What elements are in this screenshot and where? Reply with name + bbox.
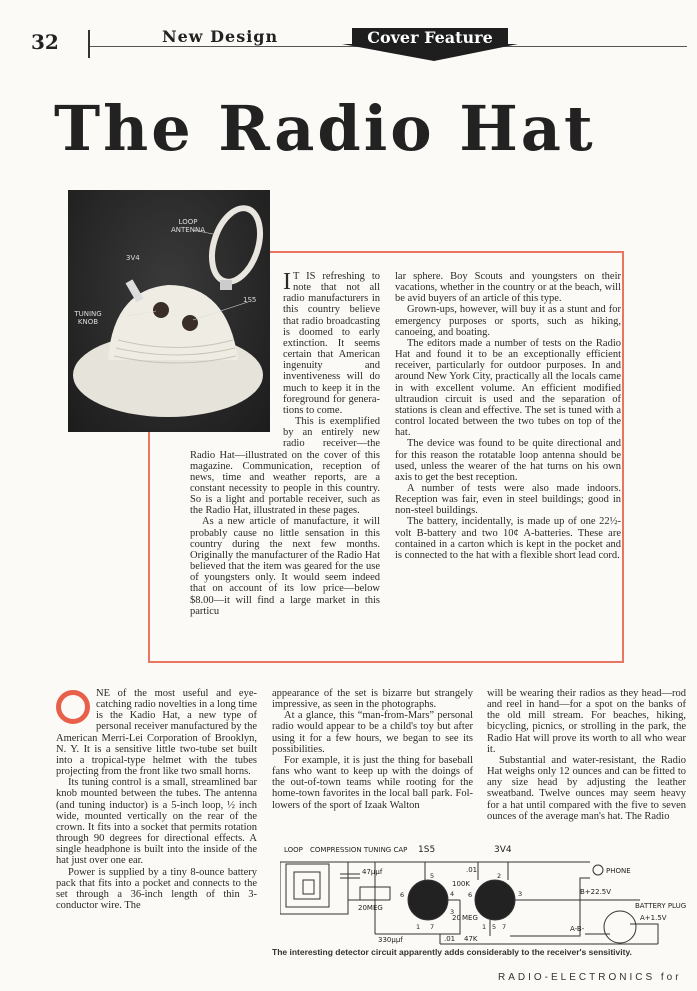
paragraph: NE of the most useful and eye-catching radio novelties in a long time is the Kadio Hat, a new type of personal receiver manufactured by the American Merri-Lei Corporation of Brooklyn, N. Y. It is a sensitive little two-tube set built into a tropical-type helmet with the tubes projecting from the front like two small horns. — [56, 688, 257, 778]
paragraph: The battery, incidentally, is made up of one 22½-volt B-battery and two 10¢ A-batteries. These are contained in a carton which is kept in the pocket and is connected to the hat with a flexible short lead cord. — [395, 516, 621, 561]
tube2-pin-2: 2 — [497, 872, 502, 880]
label-47uuf: 47µµf — [362, 868, 383, 876]
label-47k: 47K — [464, 935, 478, 943]
drop-cap-o — [56, 690, 90, 724]
paragraph: At a glance, this “man-from-Mars” personal radio would appear to be a child's toy but after using it for a few hours, we began to see its possibilities. — [272, 710, 473, 755]
paragraph: will be wearing their radios as they head—rod and reel in hand—for a spot on the banks of the old mill stream. For beaches, hiking, bicycling, picnics, or strolling in the park, the Radio Hat will prove its worth to all who wear it. — [487, 688, 686, 755]
intro-left-column — [190, 271, 380, 617]
paragraph: As a new article of manufacture, it will probably cause no little sensation in this country during the next few months. Originally the manufacturer of the Radio Hat believed that the item was geared for the use of youngsters only. It would seem indeed that on account of its low price—below $8.00—it will find a large market in this particu — [190, 516, 380, 617]
paragraph: Substantial and water-resistant, the Radio Hat weighs only 12 ounces and can be fitted to any size head by adjusting the leather sweatband. Twelve ounces may seem heavy for a hat until compared with the five to seven ounces of the average man's hat. The Radio — [487, 754, 686, 822]
intro-right-column — [395, 271, 621, 561]
article-title: The Radio Hat — [54, 92, 596, 165]
header-divider-vertical — [88, 30, 90, 58]
label-b-plus: B+22.5V — [580, 888, 612, 896]
tube2-pin-3: 3 — [518, 890, 523, 898]
tube2-pin-7: 7 — [502, 923, 507, 931]
banner-label: Cover Feature — [367, 28, 493, 47]
label-3v4: 3V4 — [494, 845, 512, 855]
tube1-pin-6: 6 — [400, 891, 405, 899]
body-column-3 — [487, 688, 686, 822]
paragraph: For example, it is just the thing for baseball fans who want to keep up with the doings of the out-of-town teams while rooting for the home-town favorites in the local ball park. Followers of the sport of Izaak Walton — [272, 754, 473, 811]
drop-letter-i: I — [283, 269, 291, 295]
label-phone: PHONE — [606, 867, 631, 875]
tube1-pin-5: 5 — [430, 872, 435, 880]
paragraph: lar sphere. Boy Scouts and youngsters on their vacations, whether in the country or at the beach, will be avid buyers of an article of this type. — [395, 271, 621, 305]
tube1-pin-1: 1 — [416, 923, 421, 931]
section-label: New Design — [162, 27, 279, 46]
tube-1s5-symbol — [408, 880, 448, 920]
label-20meg: 20MEG — [358, 904, 383, 912]
label-330uuf: 330µµf — [378, 936, 403, 944]
circuit-diagram — [280, 842, 692, 946]
phone-symbol — [593, 865, 603, 875]
label-battery-plug: BATTERY PLUG — [635, 902, 687, 910]
figure-caption: The interesting detector circuit apparently adds considerably to the receiver's sensitivity. — [272, 947, 632, 957]
tube1-pin-7: 7 — [430, 923, 435, 931]
label-100k: 100K — [452, 880, 470, 888]
label-a-plus: A+1.5V — [640, 914, 667, 922]
label-1s5: 1S5 — [418, 845, 436, 855]
photo-label-1s5: 1S5 — [243, 296, 257, 304]
battery-plug-symbol — [604, 911, 636, 943]
label-loop: LOOP — [284, 846, 303, 854]
tube2-pin-1: 1 — [482, 923, 487, 931]
paragraph: Its tuning control is a small, streamlined bar knob mounted between the tubes. The antenna (and tuning inductor) is a 5-inch loop, ½ inch wide, mounted vertically on the rear of the crown. It fits into a socket that permits rotation through 90 degrees for directional effects. A single headphone is built into the inside of the hat just over one ear. — [56, 777, 257, 867]
body-column-1 — [56, 688, 257, 911]
loop-antenna-symbol — [286, 864, 329, 907]
page-number: 32 — [31, 30, 59, 54]
paragraph: A number of tests were also made indoors. Reception was fair, even in steel buildings; good in non-steel buildings. — [395, 482, 621, 517]
label-01-bypass: .01 — [444, 935, 456, 943]
body-column-2 — [272, 688, 473, 811]
tube-3v4-symbol — [475, 880, 515, 920]
paragraph: Grown-ups, however, will buy it as a stunt and for emergency purposes or sports, such as hiking, canoeing, and boating. — [395, 304, 621, 338]
paragraph: The device was found to be quite directional and for this reason the rotatable loop antenna should be used, unless the wearer of the hat turns on his own axis to get the best reception. — [395, 438, 621, 483]
tube2-pin-6: 6 — [468, 891, 473, 899]
photo-wrap-spacer — [190, 271, 283, 443]
photo-label-3v4: 3V4 — [126, 254, 140, 262]
cover-feature-banner — [340, 24, 520, 62]
label-01-coupling: .01 — [466, 866, 478, 874]
tube1-pin-3: 3 — [450, 908, 455, 916]
tube2-pin-5: 5 — [492, 923, 497, 931]
label-tuning-cap: COMPRESSION TUNING CAP — [310, 846, 408, 854]
running-footer: RADIO-ELECTRONICS for — [498, 972, 682, 983]
paragraph: appearance of the set is bizarre but strangely impressive, as seen in the photographs. — [272, 688, 473, 711]
intro-lead-text: T IS refreshing to note that not all radio manufacturers in this country believe that radio broadcasting is doomed to early extinction. It seems certain that American ingenuity and inventiveness will do much to keep it in the foreground for generations to come. — [283, 271, 380, 416]
label-20: 20 — [452, 914, 461, 922]
photo-label-loop-antenna: LOOP ANTENNA — [171, 218, 205, 234]
photo-label-tuning-knob: TUNING KNOB — [74, 310, 102, 326]
label-a-b-minus: A-B- — [570, 925, 585, 933]
paragraph: The editors made a number of tests on the Radio Hat and found it to be an exceptionally efficient receiver, particularly for outdoor purposes. In and around New York City, practically all the locals came in with excellent volume. An efficient modified ultraudion circuit is used and the separation of stations is clean and effective. The set is tuned with a control located between the two tubes on top of the hat. — [395, 337, 621, 439]
tube1-pin-4: 4 — [450, 890, 455, 898]
paragraph: Power is supplied by a tiny 8-ounce battery pack that fits into a pocket and connects to the set through a 36-inch length of thin 3-conductor wire. The — [56, 866, 257, 911]
label-meg: MEG — [462, 914, 478, 922]
paragraph: This is exemplified by an entirely new radio receiver—the Radio Hat—illustrated on the cover of this magazine. Communication, reception of news, time and weather reports, are a constant necessity to people in this country. So is a light and portable receiver, such as the Radio Hat, illustrated in these pages. — [190, 416, 380, 517]
